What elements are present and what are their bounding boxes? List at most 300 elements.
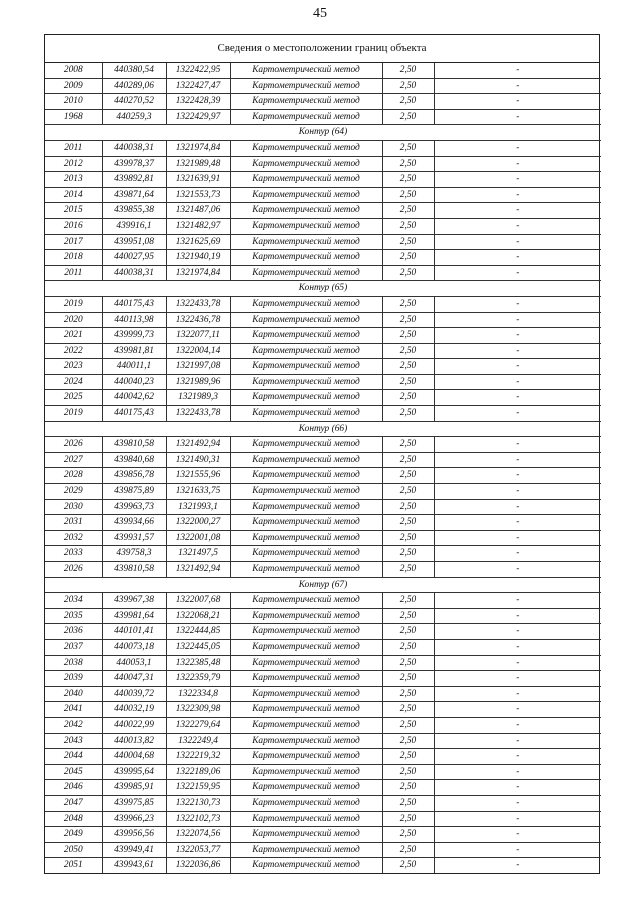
table-row xyxy=(45,78,601,94)
point-number: 2015 xyxy=(45,203,102,219)
note: - xyxy=(434,109,601,125)
contour-row xyxy=(45,281,601,297)
point-number: 2032 xyxy=(45,530,102,546)
note: - xyxy=(434,203,601,219)
accuracy: 2,50 xyxy=(382,655,434,671)
point-number: 2019 xyxy=(45,296,102,312)
coord-x: 439981,64 xyxy=(102,608,166,624)
coord-y: 1321490,31 xyxy=(166,452,230,468)
note: - xyxy=(434,390,601,406)
method: Картометрический метод xyxy=(230,250,382,266)
note: - xyxy=(434,187,601,203)
method: Картометрический метод xyxy=(230,234,382,250)
coord-y: 1322068,21 xyxy=(166,608,230,624)
coord-y: 1321487,06 xyxy=(166,203,230,219)
table-row xyxy=(45,546,601,562)
accuracy: 2,50 xyxy=(382,265,434,281)
accuracy: 2,50 xyxy=(382,733,434,749)
table-row xyxy=(45,780,601,796)
coord-y: 1322077,11 xyxy=(166,328,230,344)
point-number: 2028 xyxy=(45,468,102,484)
table-row xyxy=(45,484,601,500)
note: - xyxy=(434,764,601,780)
coord-x: 440039,72 xyxy=(102,686,166,702)
table-row xyxy=(45,328,601,344)
table-row xyxy=(45,608,601,624)
point-number: 2034 xyxy=(45,593,102,609)
method: Картометрический метод xyxy=(230,437,382,453)
method: Картометрический метод xyxy=(230,296,382,312)
coord-x: 440053,1 xyxy=(102,655,166,671)
coord-y: 1322159,95 xyxy=(166,780,230,796)
note: - xyxy=(434,733,601,749)
accuracy: 2,50 xyxy=(382,702,434,718)
accuracy: 2,50 xyxy=(382,639,434,655)
coord-y: 1322436,78 xyxy=(166,312,230,328)
contour-row xyxy=(45,577,601,593)
note: - xyxy=(434,172,601,188)
accuracy: 2,50 xyxy=(382,250,434,266)
point-number: 2011 xyxy=(45,140,102,156)
note: - xyxy=(516,860,520,871)
method: Картометрический метод xyxy=(230,562,382,578)
note: - xyxy=(434,827,601,843)
method: Картометрический метод xyxy=(230,764,382,780)
accuracy: 2,50 xyxy=(382,795,434,811)
accuracy: 2,50 xyxy=(382,842,434,858)
coord-x: 439916,1 xyxy=(102,218,166,234)
note: - xyxy=(434,78,601,94)
table-row xyxy=(45,359,601,375)
point-number: 2017 xyxy=(45,234,102,250)
point-number: 2026 xyxy=(45,562,102,578)
coord-x: 439892,81 xyxy=(102,172,166,188)
coord-y: 1322036,86 xyxy=(166,858,230,873)
note: - xyxy=(434,437,601,453)
accuracy: 2,50 xyxy=(382,749,434,765)
table-row xyxy=(45,639,601,655)
note: - xyxy=(434,842,601,858)
table-row xyxy=(45,203,601,219)
coord-x: 439810,58 xyxy=(102,562,166,578)
accuracy: 2,50 xyxy=(382,328,434,344)
method: Картометрический метод xyxy=(230,343,382,359)
point-number: 2048 xyxy=(45,811,102,827)
coord-x: 440038,31 xyxy=(102,265,166,281)
coord-y: 1322385,48 xyxy=(166,655,230,671)
coord-x: 440042,62 xyxy=(102,390,166,406)
point-number: 2041 xyxy=(45,702,102,718)
note: - xyxy=(434,530,601,546)
accuracy: 2,50 xyxy=(382,109,434,125)
coord-y: 1322334,8 xyxy=(166,686,230,702)
method: Картометрический метод xyxy=(230,359,382,375)
coord-y: 1322279,64 xyxy=(166,717,230,733)
coord-x: 440380,54 xyxy=(102,63,166,78)
table-row xyxy=(45,562,601,578)
coord-x: 439985,91 xyxy=(102,780,166,796)
coord-y: 1321497,5 xyxy=(166,546,230,562)
coord-y: 1321555,96 xyxy=(166,468,230,484)
coord-x: 439856,78 xyxy=(102,468,166,484)
coord-y: 1322429,97 xyxy=(166,109,230,125)
method: Картометрический метод xyxy=(230,827,382,843)
accuracy: 2,50 xyxy=(382,437,434,453)
note: - xyxy=(434,406,601,422)
accuracy: 2,50 xyxy=(382,374,434,390)
coord-x: 440022,99 xyxy=(102,717,166,733)
note: - xyxy=(434,639,601,655)
note: - xyxy=(434,749,601,765)
coord-y: 1321482,97 xyxy=(166,218,230,234)
coord-x: 440270,52 xyxy=(102,94,166,110)
point-number: 1968 xyxy=(45,109,102,125)
coord-y: 1321625,69 xyxy=(166,234,230,250)
coord-x: 440101,41 xyxy=(102,624,166,640)
coord-y: 1321974,84 xyxy=(166,265,230,281)
contour-row xyxy=(45,125,601,141)
coord-y: 1321989,48 xyxy=(166,156,230,172)
point-number: 2044 xyxy=(45,749,102,765)
accuracy: 2,50 xyxy=(382,156,434,172)
coord-x: 440047,31 xyxy=(102,671,166,687)
coord-y: 1322444,85 xyxy=(166,624,230,640)
note: - xyxy=(434,374,601,390)
note: - xyxy=(434,359,601,375)
method: Картометрический метод xyxy=(230,265,382,281)
method: Картометрический метод xyxy=(230,63,382,78)
accuracy: 2,50 xyxy=(382,530,434,546)
point-number: 2047 xyxy=(45,795,102,811)
accuracy: 2,50 xyxy=(382,452,434,468)
method: Картометрический метод xyxy=(230,203,382,219)
coord-x: 439999,73 xyxy=(102,328,166,344)
method: Картометрический метод xyxy=(230,530,382,546)
coord-y: 1322102,73 xyxy=(166,811,230,827)
table-row xyxy=(45,234,601,250)
table-row xyxy=(45,187,601,203)
coord-y: 1322053,77 xyxy=(166,842,230,858)
point-number: 2008 xyxy=(45,63,102,78)
contour-label: Контур (64) xyxy=(45,125,601,141)
accuracy: 2,50 xyxy=(382,187,434,203)
coord-y: 1321993,1 xyxy=(166,499,230,515)
coord-x: 439951,08 xyxy=(102,234,166,250)
coord-x: 440175,43 xyxy=(102,406,166,422)
accuracy: 2,50 xyxy=(382,593,434,609)
coord-y: 1321974,84 xyxy=(166,140,230,156)
point-number: 2037 xyxy=(45,639,102,655)
coord-y: 1322433,78 xyxy=(166,296,230,312)
coord-y: 1321633,75 xyxy=(166,484,230,500)
coord-y: 1321989,96 xyxy=(166,374,230,390)
note: - xyxy=(434,780,601,796)
accuracy: 2,50 xyxy=(382,63,434,78)
accuracy: 2,50 xyxy=(382,172,434,188)
coord-x: 439975,85 xyxy=(102,795,166,811)
accuracy: 2,50 xyxy=(382,827,434,843)
coord-x: 440289,06 xyxy=(102,78,166,94)
coordinates-table xyxy=(45,63,601,873)
coord-x: 440032,19 xyxy=(102,702,166,718)
note: - xyxy=(434,686,601,702)
table-row xyxy=(45,686,601,702)
coord-x: 439995,64 xyxy=(102,764,166,780)
point-number: 2043 xyxy=(45,733,102,749)
note: - xyxy=(434,811,601,827)
method: Картометрический метод xyxy=(230,717,382,733)
note: - xyxy=(434,562,601,578)
table-row xyxy=(45,63,601,78)
table-row xyxy=(45,671,601,687)
method: Картометрический метод xyxy=(230,686,382,702)
method: Картометрический метод xyxy=(230,811,382,827)
table-row xyxy=(45,312,601,328)
coord-x: 439855,38 xyxy=(102,203,166,219)
accuracy: 2,50 xyxy=(382,140,434,156)
table-row xyxy=(45,374,601,390)
coord-y: 1321492,94 xyxy=(166,562,230,578)
accuracy: 2,50 xyxy=(382,858,434,873)
accuracy: 2,50 xyxy=(382,764,434,780)
point-number: 2010 xyxy=(45,94,102,110)
coord-x: 440038,31 xyxy=(102,140,166,156)
coord-y: 1322427,47 xyxy=(166,78,230,94)
method: Картометрический метод xyxy=(230,109,382,125)
method: Картометрический метод xyxy=(230,515,382,531)
coord-x: 439981,81 xyxy=(102,343,166,359)
table-row xyxy=(45,702,601,718)
point-number: 2019 xyxy=(45,406,102,422)
note: - xyxy=(434,296,601,312)
coord-y: 1322007,68 xyxy=(166,593,230,609)
coord-x: 439875,89 xyxy=(102,484,166,500)
coord-y: 1322445,05 xyxy=(166,639,230,655)
table-row xyxy=(45,858,601,873)
point-number: 2027 xyxy=(45,452,102,468)
table-row xyxy=(45,343,601,359)
point-number: 2016 xyxy=(45,218,102,234)
method: Картометрический метод xyxy=(230,374,382,390)
table-row xyxy=(45,172,601,188)
note: - xyxy=(434,499,601,515)
accuracy: 2,50 xyxy=(382,562,434,578)
table-row xyxy=(45,468,601,484)
table-body xyxy=(45,63,601,873)
coord-x: 440013,82 xyxy=(102,733,166,749)
method: Картометрический метод xyxy=(230,780,382,796)
accuracy: 2,50 xyxy=(382,359,434,375)
note: - xyxy=(434,94,601,110)
note: - xyxy=(434,671,601,687)
accuracy: 2,50 xyxy=(382,671,434,687)
table-title: Сведения о местоположении границ объекта xyxy=(45,35,599,63)
method: Картометрический метод xyxy=(230,452,382,468)
coord-y: 1322428,39 xyxy=(166,94,230,110)
point-number: 2030 xyxy=(45,499,102,515)
note: - xyxy=(434,63,601,78)
accuracy: 2,50 xyxy=(382,608,434,624)
accuracy: 2,50 xyxy=(382,296,434,312)
table-row xyxy=(45,296,601,312)
coord-y: 1322433,78 xyxy=(166,406,230,422)
point-number: 2018 xyxy=(45,250,102,266)
accuracy: 2,50 xyxy=(382,546,434,562)
point-number: 2038 xyxy=(45,655,102,671)
page-number: 45 xyxy=(313,6,327,21)
accuracy: 2,50 xyxy=(382,343,434,359)
table-row xyxy=(45,733,601,749)
table-row xyxy=(45,764,601,780)
accuracy: 2,50 xyxy=(382,468,434,484)
table-row xyxy=(45,406,601,422)
coord-x: 439966,23 xyxy=(102,811,166,827)
table-row xyxy=(45,811,601,827)
note: - xyxy=(434,312,601,328)
note: - xyxy=(434,624,601,640)
note: - xyxy=(434,546,601,562)
note: - xyxy=(434,250,601,266)
coord-x: 440073,18 xyxy=(102,639,166,655)
coord-y: 1322359,79 xyxy=(166,671,230,687)
table-row xyxy=(45,265,601,281)
accuracy: 2,50 xyxy=(382,811,434,827)
point-number: 2045 xyxy=(45,764,102,780)
note: - xyxy=(434,795,601,811)
point-number: 2011 xyxy=(45,265,102,281)
coord-y: 1321553,73 xyxy=(166,187,230,203)
note: - xyxy=(434,343,601,359)
note: - xyxy=(434,218,601,234)
coord-y: 1321492,94 xyxy=(166,437,230,453)
contour-label: Контур (67) xyxy=(45,577,601,593)
note: - xyxy=(434,328,601,344)
method: Картометрический метод xyxy=(230,655,382,671)
table-row xyxy=(45,827,601,843)
table-row xyxy=(45,390,601,406)
contour-label: Контур (66) xyxy=(45,421,601,437)
accuracy: 2,50 xyxy=(382,390,434,406)
table-row xyxy=(45,515,601,531)
method: Картометрический метод xyxy=(230,312,382,328)
point-number: 2024 xyxy=(45,374,102,390)
table-row xyxy=(45,842,601,858)
method: Картометрический метод xyxy=(230,795,382,811)
point-number: 2049 xyxy=(45,827,102,843)
note: - xyxy=(434,452,601,468)
coord-x: 439931,57 xyxy=(102,530,166,546)
method: Картометрический метод xyxy=(230,546,382,562)
contour-label: Контур (65) xyxy=(45,281,601,297)
table-row xyxy=(45,717,601,733)
accuracy: 2,50 xyxy=(382,406,434,422)
method: Картометрический метод xyxy=(230,172,382,188)
accuracy: 2,50 xyxy=(382,78,434,94)
coord-y: 1322249,4 xyxy=(166,733,230,749)
point-number: 2051 xyxy=(45,858,102,873)
note: - xyxy=(434,265,601,281)
note: - xyxy=(434,608,601,624)
point-number: 2029 xyxy=(45,484,102,500)
point-number: 2022 xyxy=(45,343,102,359)
method: Картометрический метод xyxy=(230,156,382,172)
table-row xyxy=(45,593,601,609)
coord-y: 1321997,08 xyxy=(166,359,230,375)
point-number: 2021 xyxy=(45,328,102,344)
method: Картометрический метод xyxy=(230,624,382,640)
note: - xyxy=(434,702,601,718)
note: - xyxy=(434,484,601,500)
table-row xyxy=(45,156,601,172)
accuracy: 2,50 xyxy=(382,484,434,500)
point-number: 2040 xyxy=(45,686,102,702)
method: Картометрический метод xyxy=(230,593,382,609)
coord-y: 1322422,95 xyxy=(166,63,230,78)
method: Картометрический метод xyxy=(230,406,382,422)
method: Картометрический метод xyxy=(230,671,382,687)
coord-y: 1321639,91 xyxy=(166,172,230,188)
accuracy: 2,50 xyxy=(382,717,434,733)
coord-x: 440113,98 xyxy=(102,312,166,328)
method: Картометрический метод xyxy=(230,702,382,718)
accuracy: 2,50 xyxy=(382,515,434,531)
contour-row xyxy=(45,421,601,437)
point-number: 2025 xyxy=(45,390,102,406)
point-number: 2020 xyxy=(45,312,102,328)
method: Картометрический метод xyxy=(230,749,382,765)
method: Картометрический метод xyxy=(230,842,382,858)
method: Картометрический метод xyxy=(230,468,382,484)
method: Картометрический метод xyxy=(230,328,382,344)
method: Картометрический метод xyxy=(230,639,382,655)
method: Картометрический метод xyxy=(230,499,382,515)
accuracy: 2,50 xyxy=(382,499,434,515)
method: Картометрический метод xyxy=(230,858,382,873)
coord-x: 439810,58 xyxy=(102,437,166,453)
coord-y: 1321989,3 xyxy=(166,390,230,406)
coord-x: 440011,1 xyxy=(102,359,166,375)
coord-x: 440259,3 xyxy=(102,109,166,125)
point-number: 2033 xyxy=(45,546,102,562)
coord-x: 439978,37 xyxy=(102,156,166,172)
point-number: 2036 xyxy=(45,624,102,640)
coord-x: 439967,38 xyxy=(102,593,166,609)
table-row xyxy=(45,218,601,234)
accuracy: 2,50 xyxy=(382,312,434,328)
table-row xyxy=(45,452,601,468)
coord-y: 1322309,98 xyxy=(166,702,230,718)
coord-x: 439840,68 xyxy=(102,452,166,468)
coord-x: 439956,56 xyxy=(102,827,166,843)
table-row xyxy=(45,94,601,110)
point-number: 2023 xyxy=(45,359,102,375)
point-number: 2009 xyxy=(45,78,102,94)
coord-y: 1322000,27 xyxy=(166,515,230,531)
table-row xyxy=(45,655,601,671)
table-row xyxy=(45,109,601,125)
method: Картометрический метод xyxy=(230,140,382,156)
coord-y: 1322219,32 xyxy=(166,749,230,765)
point-number: 2042 xyxy=(45,717,102,733)
coord-x: 439758,3 xyxy=(102,546,166,562)
note: - xyxy=(434,717,601,733)
note: - xyxy=(434,655,601,671)
method: Картометрический метод xyxy=(230,484,382,500)
coord-y: 1322004,14 xyxy=(166,343,230,359)
point-number: 2013 xyxy=(45,172,102,188)
coord-x: 439934,66 xyxy=(102,515,166,531)
table-row xyxy=(45,795,601,811)
